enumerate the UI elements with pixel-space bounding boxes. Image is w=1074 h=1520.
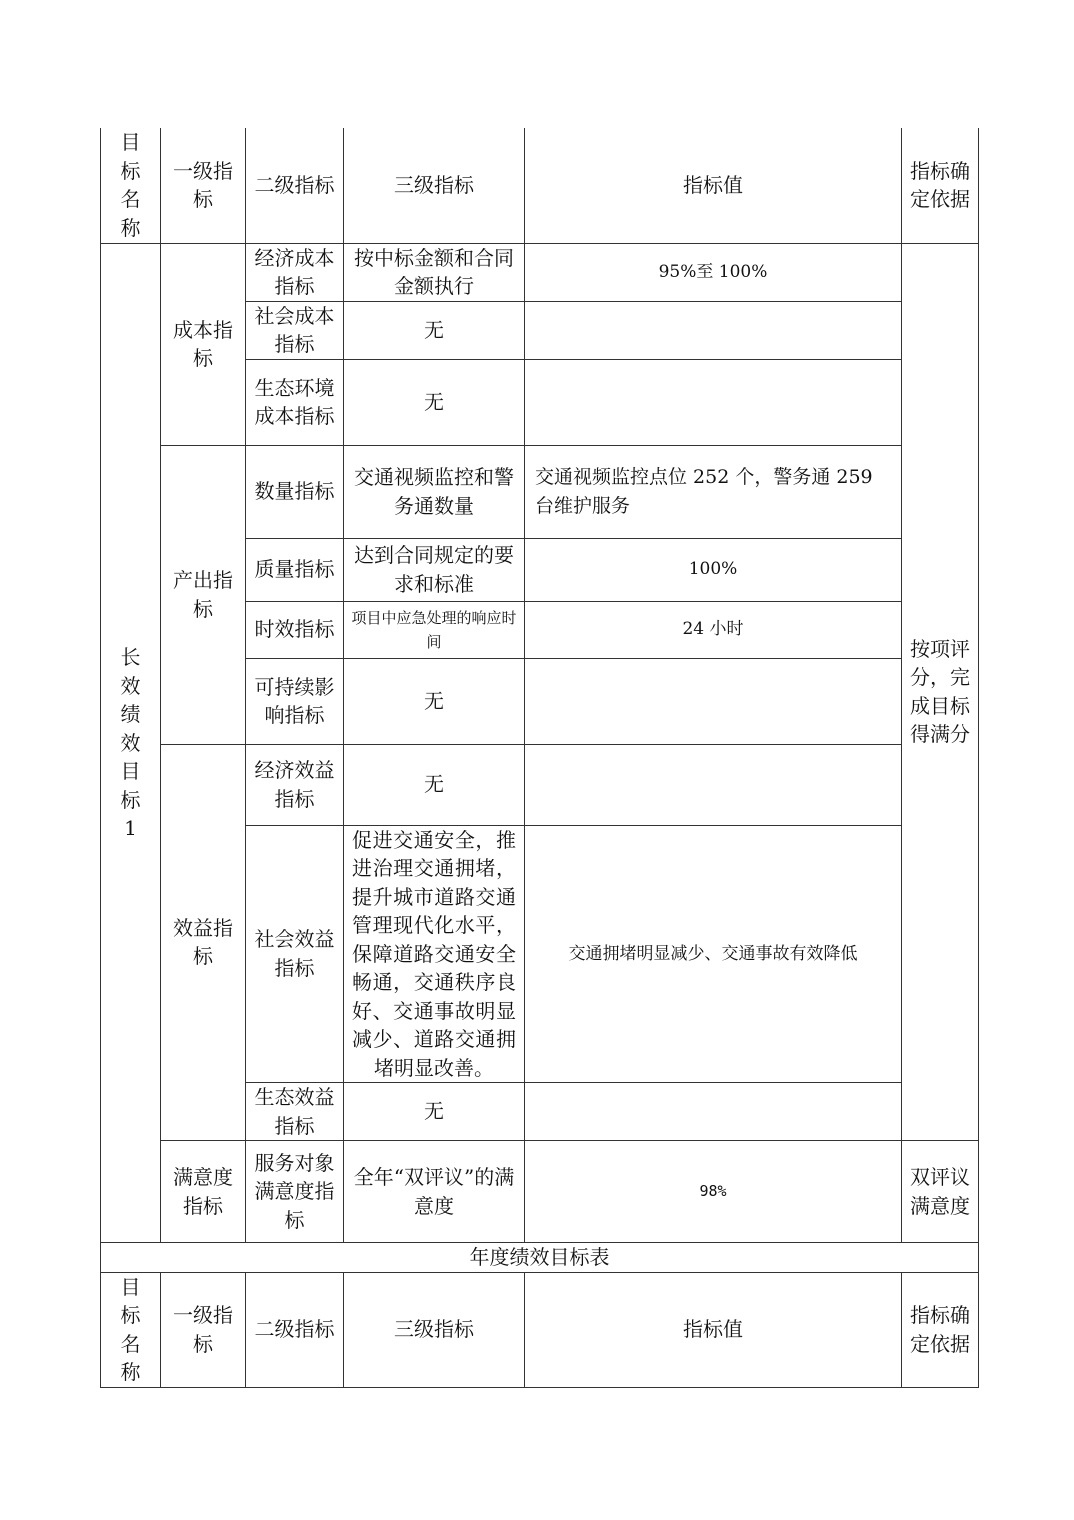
header-target-name: 目标名称 xyxy=(101,128,161,243)
cost-social-value xyxy=(525,301,902,359)
benefit-economic-level3: 无 xyxy=(344,744,525,825)
satisfaction-level2: 服务对象满意度指标 xyxy=(246,1141,344,1243)
output-sustainable-level3: 无 xyxy=(344,658,525,744)
satisfaction-level3: 全年“双评议”的满意度 xyxy=(344,1141,525,1243)
output-level1: 产出指标 xyxy=(161,445,246,744)
output-quality-level3: 达到合同规定的要求和标准 xyxy=(344,538,525,601)
annual-header-basis: 指标确定依据 xyxy=(902,1272,979,1387)
benefit-social-value: 交通拥堵明显减少、交通事故有效降低 xyxy=(525,825,902,1083)
cost-economic-level3: 按中标金额和合同金额执行 xyxy=(344,243,525,301)
cost-economic-value: 95%至 100% xyxy=(525,243,902,301)
benefit-level1: 效益指标 xyxy=(161,744,246,1141)
satisfaction-basis: 双评议满意度 xyxy=(902,1141,979,1243)
satisfaction-level1: 满意度指标 xyxy=(161,1141,246,1243)
output-sustainable-value xyxy=(525,658,902,744)
cost-ecological-level3: 无 xyxy=(344,359,525,445)
basis-scoring: 按项评分，完成目标得满分 xyxy=(902,243,979,1141)
cost-ecological-value xyxy=(525,359,902,445)
annual-header-row xyxy=(101,1272,979,1387)
annual-title-row xyxy=(101,1243,979,1273)
output-timeliness-level3: 项目中应急处理的响应时间 xyxy=(344,601,525,658)
cost-ecological-level2: 生态环境成本指标 xyxy=(246,359,344,445)
annual-header-level2: 二级指标 xyxy=(246,1272,344,1387)
header-level1: 一级指标 xyxy=(161,128,246,243)
benefit-social-level3: 促进交通安全，推进治理交通拥堵，提升城市道路交通管理现代化水平，保障道路交通安全畅通，交通秩序良好、交通事故明显减少、道路交通拥堵明显改善。 xyxy=(344,825,525,1083)
output-quantity-level3: 交通视频监控和警务通数量 xyxy=(344,445,525,538)
output-timeliness-value: 24 小时 xyxy=(525,601,902,658)
benefit-economic-level2: 经济效益指标 xyxy=(246,744,344,825)
header-basis: 指标确定依据 xyxy=(902,128,979,243)
annual-header-target-name: 目标名称 xyxy=(101,1272,161,1387)
benefit-economic-value xyxy=(525,744,902,825)
long-term-target-name: 长效绩效目标 1 xyxy=(101,243,161,1243)
output-timeliness-level2: 时效指标 xyxy=(246,601,344,658)
cost-economic-level2: 经济成本指标 xyxy=(246,243,344,301)
output-quantity-level2: 数量指标 xyxy=(246,445,344,538)
satisfaction-value: 98% xyxy=(525,1141,902,1243)
output-quality-level2: 质量指标 xyxy=(246,538,344,601)
benefit-ecological-value xyxy=(525,1083,902,1141)
annual-table-title: 年度绩效目标表 xyxy=(101,1243,979,1273)
cost-social-level3: 无 xyxy=(344,301,525,359)
annual-header-level3: 三级指标 xyxy=(344,1272,525,1387)
output-sustainable-level2: 可持续影响指标 xyxy=(246,658,344,744)
cost-social-level2: 社会成本指标 xyxy=(246,301,344,359)
benefit-ecological-level3: 无 xyxy=(344,1083,525,1141)
annual-header-value: 指标值 xyxy=(525,1272,902,1387)
header-level2: 二级指标 xyxy=(246,128,344,243)
table-row xyxy=(101,744,979,825)
table-row xyxy=(101,445,979,538)
header-row xyxy=(101,128,979,243)
output-quantity-value: 交通视频监控点位 252 个，警务通 259 台维护服务 xyxy=(525,445,902,538)
performance-goal-table xyxy=(100,128,979,1388)
table-row xyxy=(101,243,979,301)
benefit-ecological-level2: 生态效益指标 xyxy=(246,1083,344,1141)
cost-level1: 成本指标 xyxy=(161,243,246,445)
table-row xyxy=(101,1141,979,1243)
header-value: 指标值 xyxy=(525,128,902,243)
output-quality-value: 100% xyxy=(525,538,902,601)
benefit-social-level2: 社会效益指标 xyxy=(246,825,344,1083)
header-level3: 三级指标 xyxy=(344,128,525,243)
annual-header-level1: 一级指标 xyxy=(161,1272,246,1387)
